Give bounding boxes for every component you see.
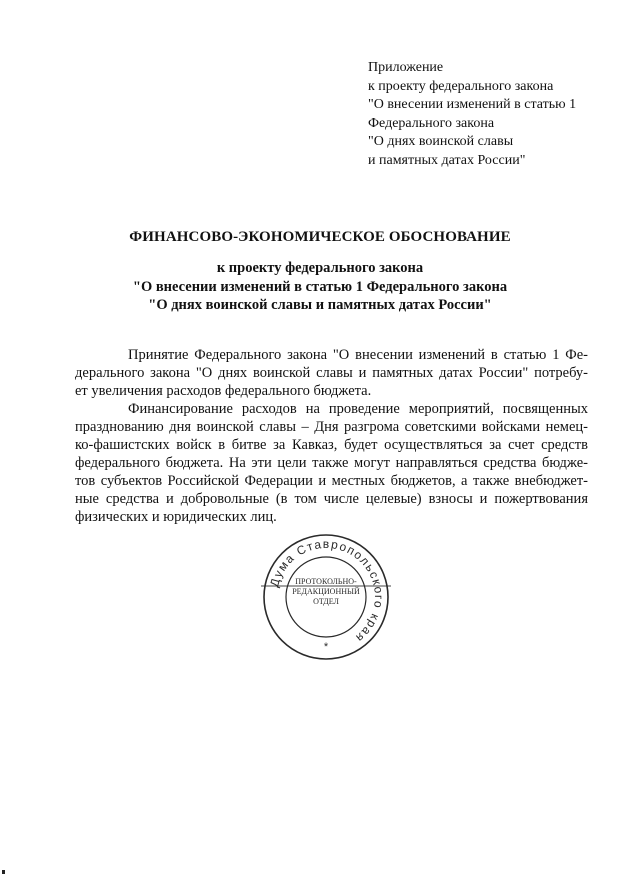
appendix-line: "О днях воинской славы <box>368 134 514 149</box>
official-stamp <box>261 532 391 662</box>
appendix-line: Федерального закона <box>368 115 495 131</box>
paragraph-line: физических и юридических лиц. <box>75 509 277 525</box>
subtitle-line: к проекту федерального закона <box>216 260 424 276</box>
stamp-star-icon: * <box>323 641 329 653</box>
subtitle-line: "О днях воинской славы и памятных датах России" <box>148 297 492 313</box>
document-title: ФИНАНСОВО-ЭКОНОМИЧЕСКОЕ ОБОСНОВАНИЕ <box>129 229 511 245</box>
paragraph-line: тов субъектов Российской Федерации и местных бюджетов, а также внебюджет- <box>75 473 588 489</box>
subtitle-line: "О внесении изменений в статью 1 Федерального закона <box>132 278 508 295</box>
scan-artifact <box>2 870 5 874</box>
appendix-line: "О внесении изменений в статью 1 <box>368 97 577 112</box>
paragraph-line: федерального бюджета. На эти цели также могут направляться средства бюдже- <box>75 455 588 471</box>
appendix-line: и памятных датах России" <box>368 152 526 168</box>
paragraph-line: дерального закона "О днях воинской славы и памятных датах России" потребу- <box>75 365 588 381</box>
paragraph-line: ет увеличения расходов федерального бюджета. <box>75 383 372 399</box>
stamp-inner-line: ОТДЕЛ <box>313 597 339 606</box>
paragraph-line: празднованию дня воинской славы – Дня разгрома советскими войсками немец- <box>75 419 588 435</box>
appendix-block <box>368 59 628 170</box>
appendix-line: к проекту федерального закона <box>368 78 554 94</box>
stamp-inner-line: РЕДАКЦИОННЫЙ <box>292 587 360 596</box>
document-body <box>75 346 588 526</box>
stamp-seal <box>261 532 391 662</box>
paragraph-line: ные средства и добровольные (в том числе целевые) взносы и пожертвования <box>75 491 588 507</box>
document-subtitle <box>0 259 640 315</box>
stamp-ring-text: Дума Ставропольского края <box>267 536 387 646</box>
paragraph-line: ко-фашистских войск в битве за Кавказ, будет осуществляться за счет средств <box>75 437 588 453</box>
stamp-inner-line: ПРОТОКОЛЬНО- <box>295 577 357 586</box>
paragraph-line: Финансирование расходов на проведение мероприятий, посвященных <box>128 401 588 417</box>
appendix-line: Приложение <box>368 60 444 75</box>
paragraph-line: Принятие Федерального закона "О внесении изменений в статью 1 Фе- <box>128 347 588 363</box>
